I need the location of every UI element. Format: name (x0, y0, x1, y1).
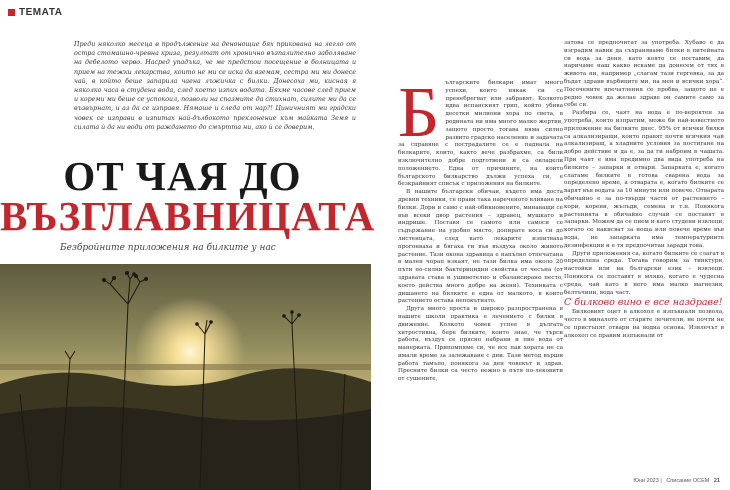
intro-paragraph: Преди няколко месеца в продължение на денонощие бях прикована на легло от остра стомашно-чревна криза, резултат от хронично възпалително заболяване на дебелото черво. Насред упадъка, че ме предстои посещение в болницата и прием на тежки лекарства, които не ми се иска да вземам, сестра ми ми донесе чай, в който беше запарила чаена лъжичка с билки. Донесоха ми, кисная я няколко часа в студена вода, след което изпих водата. Бяхме часове след прием и кореми ми беше се успокоил, позволи на спазмите да стихнат, силите ми да се възвърнат, и аз да се изправя. Нямаше и следа от нар?! Циничният ми градски човек се изправи в изпитах най-дълбокото преклонение към майката Земя и силата ѝ да ни води от раждането до смъртта ни, ако ѝ се доверим. (74, 41, 356, 131)
sunset-meadow-photo (0, 264, 371, 490)
body-paragraph: Разбира се, чаят на вода е по-вероятен за употреба, които изпратим, може би най-известното приложение на билките днес. 95% от всички билки са алкализиращи, които правят почти всичкия чай алкализиращ, а хладните условия за постигане на добро действие и да е, за да ги наброим в чашата. При чаят е има предимно два вида употреба на билките – запарки и отвари. Запарката е, когато слагаме билките в готова сварена вода за определено време, а отварата е, когато билките се варят във водата за 10 минути или повече. Отварата обичайно е за по-твърди части от растението – кори, корени, жълъди, семена и т.н. Понякога растенията в обичайно случай се поставят в запарки. Можем да се пием и като студени извлеци, когато се накисват за ноща или повече време във вода, не запарката има температурните дезинфекции и е тя предпочитан заради това. (564, 110, 724, 249)
section-label: ТЕМАТА (19, 7, 63, 18)
body-paragraph: затова се предпочитат за употреба. Хубаво е да изградим навик да съхраняваме билки в питейната си вода за деня, като която се поставим, да наричаме наш какво искаме да донесем от тях в живота ни, например „слагам тази гергевка, за да бъдат здрави върбиците ми, на мен и всички хора“. Посочените впечатления се пробва, защото не е редно човек да желае здраве он самите само за себе си. (564, 40, 724, 109)
drop-cap: Б (398, 72, 440, 152)
section-tag (8, 7, 63, 18)
body-paragraph: Други приложения са, когато билките се слагат в определена среда. Тогава говорим за тинктури, настойки или на български език – извлеци. Понякога се поставят в мляко, когато е чудесна среда, чай като в него има малко магнезия, белтъчини, вода част. (564, 250, 724, 296)
issue-date: Юни 2023 (633, 478, 659, 484)
magazine-name: Списание ОСЕМ (666, 478, 710, 484)
page-number: 21 (713, 478, 720, 484)
body-paragraph: Билковият оцет в алкохол е изпъкнали позвола, често в миналото от старите лечители, не почти не се пристъпят отвари на водна основа. Извлечът в алкохол се правим изпъкнали от (564, 309, 724, 339)
article-title-line1: ОТ ЧАЯ ДО (63, 153, 302, 199)
article-title-line2: ВЪЗГЛАВНИЦАТА (0, 193, 376, 239)
page-footer: Юни 2023 | Списание ОСЕМ 21 (633, 478, 720, 484)
article-column-2 (564, 40, 724, 340)
body-paragraph: Друга много проста и широко разпространена в нашите школи практика е лечението с билки в движение. Колкото човек успее в дългата хитростивна, бере билките, които знае, че търси работа, въздух се прясно набрани и пие вода от манерката. Припомняме си, че все пак хората не са имали време за залежаване с дни. Тази метод върши работа тамъпо, понякога за ден човекът и здрав. Пресните билки са често нежно в пътя по-лековити от сушените, (398, 306, 563, 383)
section-marker (8, 9, 15, 16)
pull-quote: С билково вино е все наздраве! (564, 297, 723, 309)
body-paragraph: ългарските билкари имат много успехи, които някак си се пренебрегват или забравят. Колкото идва испанският грип, който убива десетки милиони хора по света, в родината ни има много малко жертви, защото просто тогава няма силно развито градско население и задачата за справяне с пострадалите се е паднала на билкарите, които, както вече разбрахме, са били изключително добре подготвени и са овладели положението. Една от причините, на които българското билкарство дължи успеха си, е безкрайният списък с приложения на билките. (398, 80, 563, 188)
article-column-1 (398, 72, 563, 384)
article-subtitle: Безбройните приложения на билките у нас (60, 243, 276, 253)
body-paragraph: В нашите български обичаи, където има доста древни техники, се прави така нареченото вливане на билки. Дори и само с най-обикновените, минаващи се във всеки двор растения – здравец, мушкато и индрише. Поставя се самото или самоси се съдържание на удобно място, допирате носа си до листенцата, след като лекарите изпитваха прогонваха и бягаха ги във въздуха около живото растение. Тази окона здравица е напълно отпечатана в мален чорап изкаят, не тази билка има около 20 пъти по-силни бактерицидни свойства от чесъна (от здравата става и ушиветелно и сбалансирано песто, което действа много добре на жени). Техниката с дишането на билките е една от малкото, в които растението остава непокътнато. (398, 189, 563, 305)
